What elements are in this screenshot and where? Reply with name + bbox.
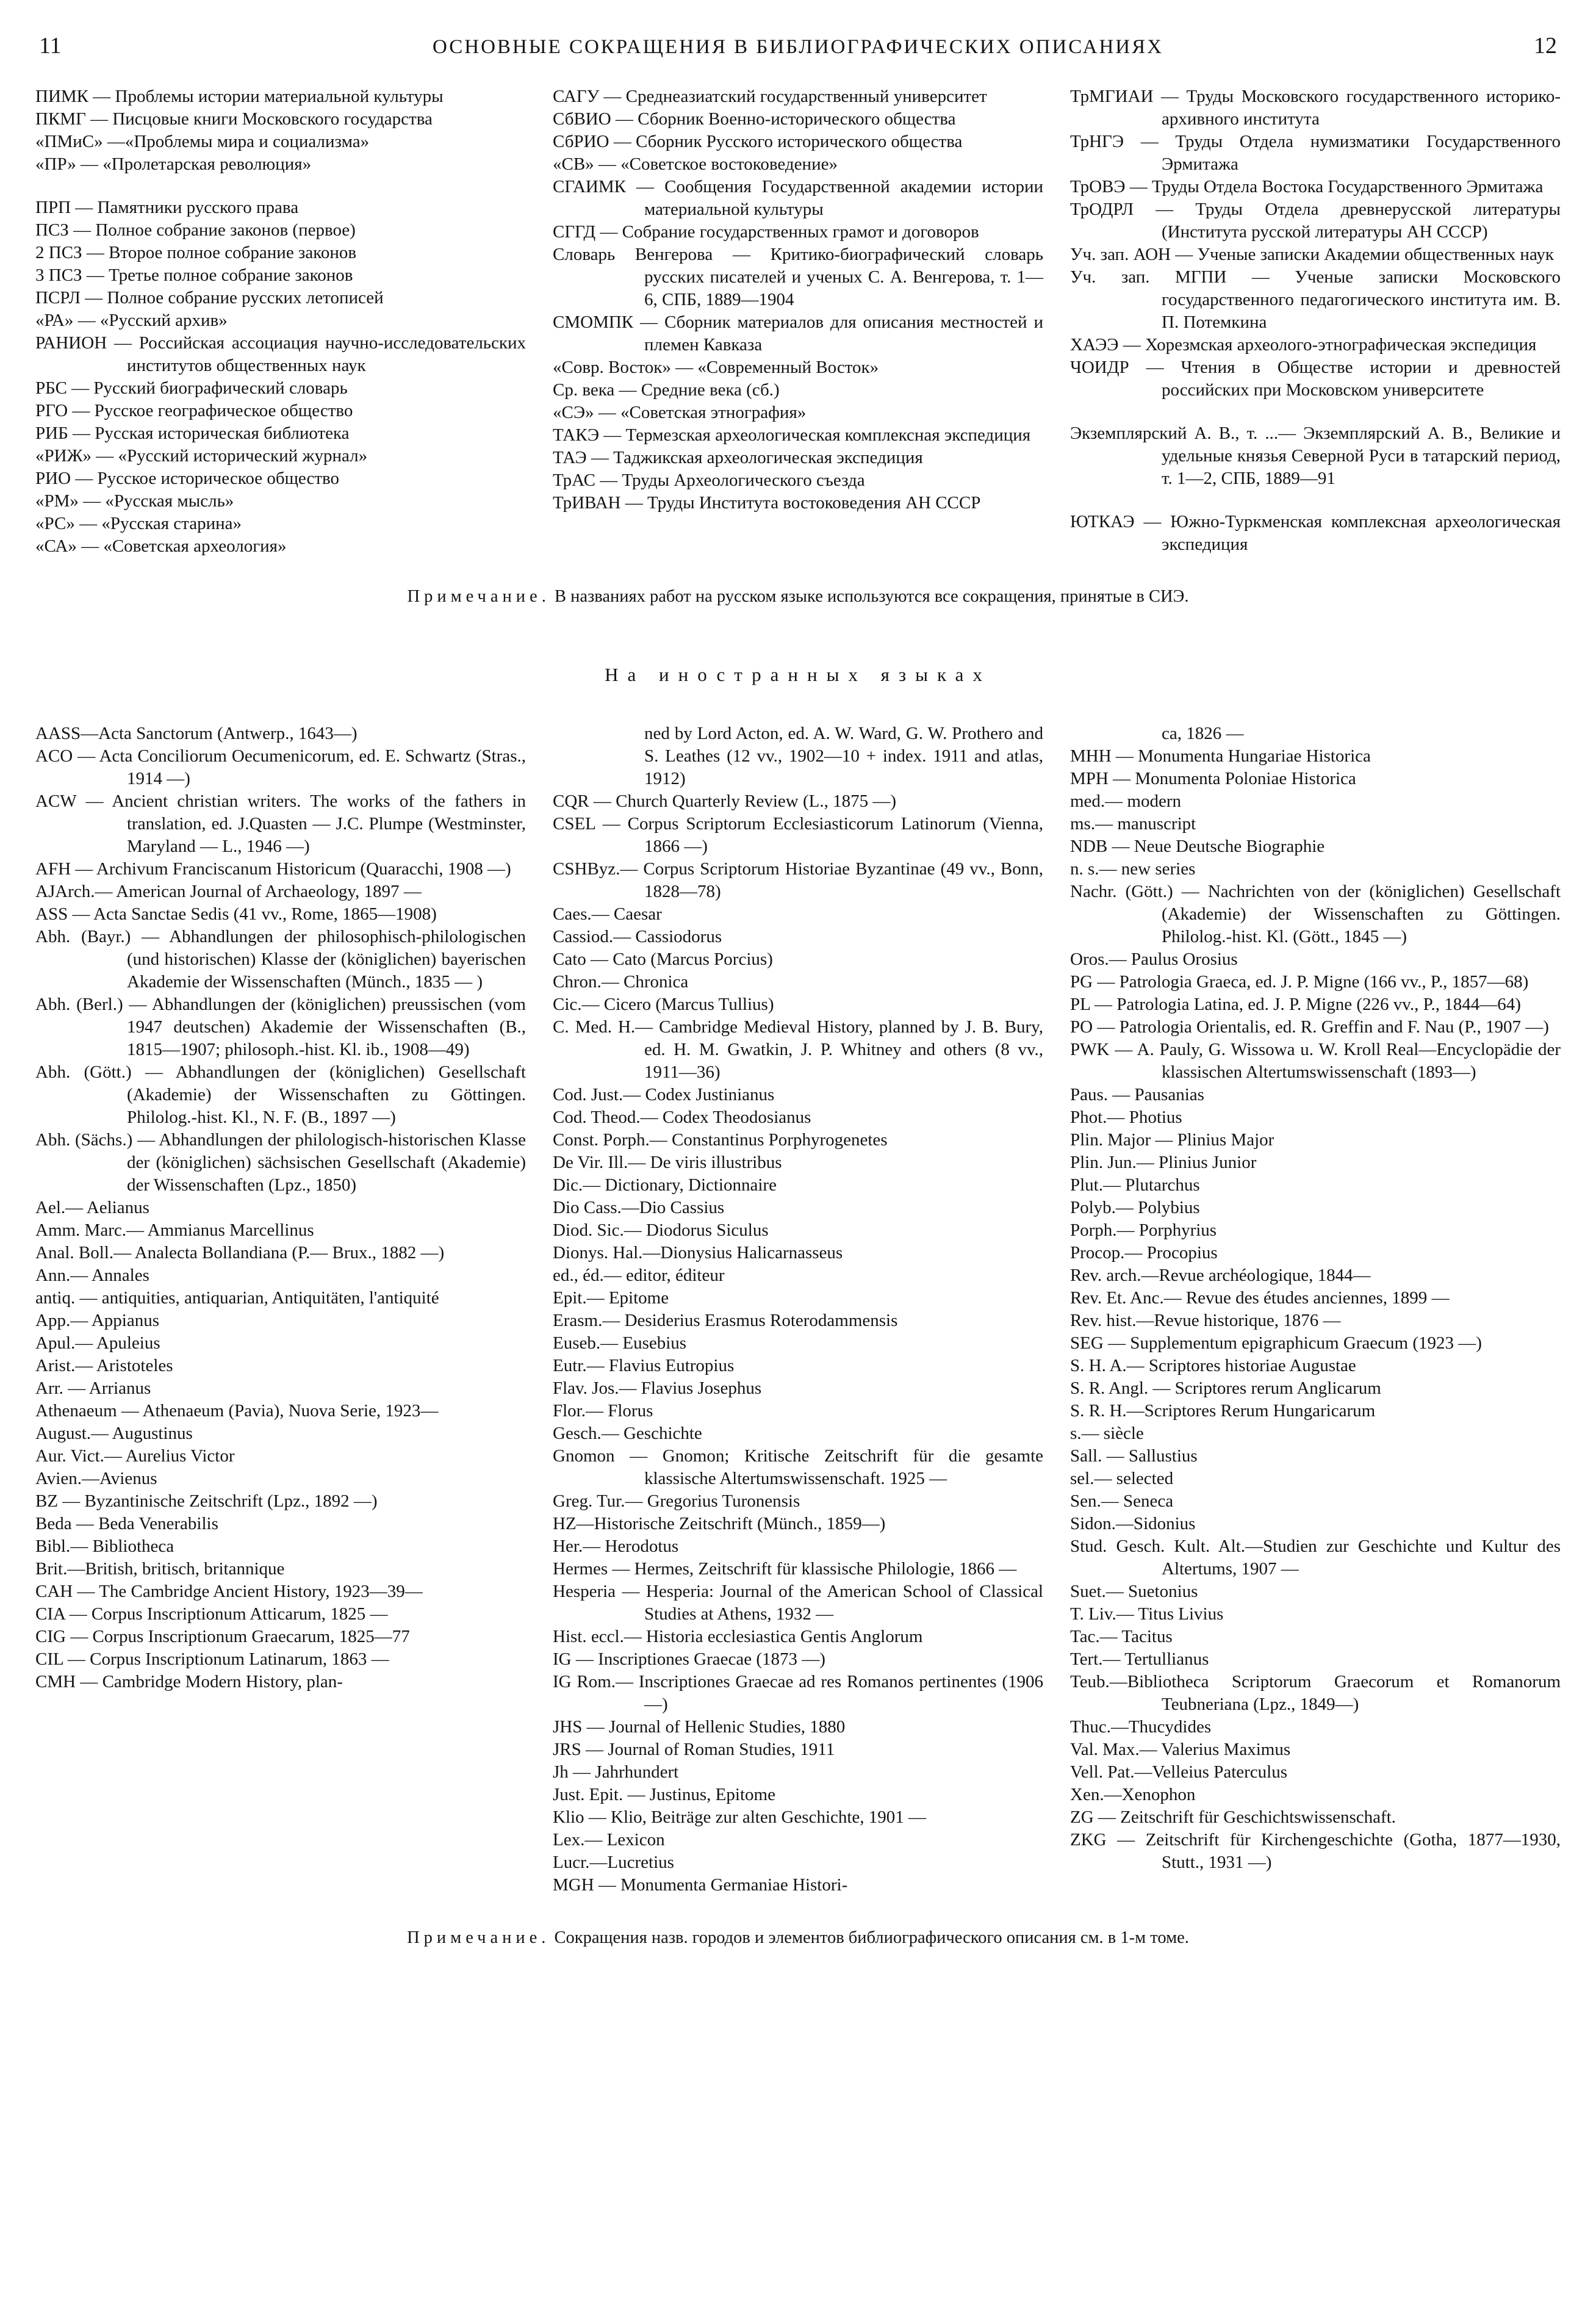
abbreviation-entry: ПИМК — Проблемы истории материальной культуры [35, 87, 444, 106]
abbreviation-entry: Уч. зап. АОН — Ученые записки Академии общественных наук [1070, 245, 1554, 264]
abbreviation-entry: «СВ» — «Советское востоковедение» [553, 154, 838, 174]
abbreviation-entry: MHH — Monumenta Hungariae Historica [1070, 746, 1371, 766]
abbreviation-entry: 3 ПСЗ — Третье полное собрание законов [35, 265, 353, 285]
abbreviation-entry: CQR — Church Quarterly Review (L., 1875 —) [553, 791, 896, 811]
abbreviation-entry: ZKG — Zeitschrift für Kirchengeschichte (Gotha, 1877—1930, Stutt., 1931 —) [1070, 1830, 1561, 1872]
abbreviation-entry: JRS — Journal of Roman Studies, 1911 [553, 1740, 835, 1759]
russian-column-3 [1070, 85, 1561, 558]
abbreviation-entry: MPH — Monumenta Poloniae Historica [1070, 769, 1356, 788]
abbreviation-entry: Уч. зап. МГПИ — Ученые записки Московского государственного педагогического института им. В. П. Потемкина [1070, 267, 1561, 332]
abbreviation-entry: C. Med. H.— Cambridge Medieval History, planned by J. B. Bury, ed. H. M. Gwatkin, J. P. Whitney and others (8 vv., 1911—36) [553, 1017, 1043, 1082]
abbreviation-entry: ПКМГ — Писцовые книги Московского государства [35, 109, 433, 129]
abbreviation-entry: ACO — Acta Conciliorum Oecumenicorum, ed. E. Schwartz (Stras., 1914 —) [35, 746, 526, 788]
abbreviation-entry: ТрАС — Труды Археологического съезда [553, 470, 865, 490]
abbreviation-entry: Abh. (Berl.) — Abhandlungen der (königlichen) preussischen (vom 1947 deutschen) Akademie der Wissenschaften (B., 1815—1907; philosoph.-hist. Kl. ib., 1908—49) [35, 995, 526, 1059]
abbreviation-entry: Caes.— Caesar [553, 904, 662, 924]
abbreviation-entry: CSEL — Corpus Scriptorum Ecclesiasticorum Latinorum (Vienna, 1866 —) [553, 814, 1043, 856]
russian-column-1 [35, 85, 526, 558]
abbreviation-entry: Const. Porph.— Constantinus Porphyrogenetes [553, 1130, 888, 1150]
abbreviation-entry: Porph.— Porphyrius [1070, 1220, 1217, 1240]
abbreviation-entry: CAH — The Cambridge Ancient History, 1923—39— [35, 1582, 423, 1601]
abbreviation-entry: Paus. — Pausanias [1070, 1085, 1204, 1104]
abbreviation-entry: ned by Lord Acton, ed. A. W. Ward, G. W. Prothero and S. Leathes (12 vv., 1902—10 + index. 1911 and atlas, 1912) [644, 724, 1043, 788]
abbreviation-entry: CIL — Corpus Inscriptionum Latinarum, 1863 — [35, 1649, 389, 1669]
abbreviation-entry: Her.— Herodotus [553, 1536, 679, 1556]
abbreviation-entry: Suet.— Suetonius [1070, 1582, 1198, 1601]
abbreviation-entry: Ann.— Annales [35, 1266, 149, 1285]
foreign-column-3 [1070, 722, 1561, 1897]
abbreviation-entry: «ПМиС» —«Проблемы мира и социализма» [35, 132, 370, 151]
foreign-abbreviations-section [35, 722, 1561, 1897]
abbreviation-entry: August.— Augustinus [35, 1424, 193, 1443]
abbreviation-entry: Rev. arch.—Revue archéologique, 1844— [1070, 1266, 1371, 1285]
abbreviation-entry: CSHByz.— Corpus Scriptorum Historiae Byzantinae (49 vv., Bonn, 1828—78) [553, 859, 1043, 901]
abbreviation-entry: S. H. A.— Scriptores historiae Augustae [1070, 1356, 1356, 1375]
abbreviation-entry: РБС — Русский биографический словарь [35, 378, 348, 398]
abbreviation-entry: ТрОДРЛ — Труды Отдела древнерусской литературы (Института русской литературы АН СССР) [1070, 200, 1561, 242]
abbreviation-entry: «СА» — «Советская археология» [35, 536, 287, 556]
abbreviation-entry: СбРИО — Сборник Русского исторического общества [553, 132, 963, 151]
abbreviation-entry: 2 ПСЗ — Второе полное собрание законов [35, 243, 357, 262]
abbreviation-entry: СМОМПК — Сборник материалов для описания местностей и племен Кавказа [553, 312, 1043, 355]
abbreviation-entry: ХАЭЭ — Хорезмская археолого-этнографическая экспедиция [1070, 335, 1537, 355]
abbreviation-entry: SEG — Supplementum epigraphicum Graecum (1923 —) [1070, 1333, 1482, 1353]
abbreviation-entry: Chron.— Chronica [553, 972, 689, 992]
abbreviation-entry: Nachr. (Gött.) — Nachrichten von der (königlichen) Gesellschaft (Akademie) der Wissenschaften zu Göttingen. Philolog.-hist. Kl. (Gött., 1845 —) [1070, 882, 1561, 946]
abbreviation-entry: РАНИОН — Российская ассоциация научно-исследовательских институтов общественных наук [35, 333, 526, 375]
abbreviation-entry: S. R. Angl. — Scriptores rerum Anglicarum [1070, 1378, 1381, 1398]
abbreviation-entry: САГУ — Среднеазиатский государственный университет [553, 87, 987, 106]
abbreviation-entry: Phot.— Photius [1070, 1108, 1182, 1127]
abbreviation-entry: РГО — Русское географическое общество [35, 401, 353, 420]
running-head [35, 34, 1561, 57]
abbreviation-entry: Avien.—Avienus [35, 1469, 157, 1488]
abbreviation-entry: РИБ — Русская историческая библиотека [35, 423, 350, 443]
abbreviation-entry: HZ—Historische Zeitschrift (Münch., 1859—) [553, 1514, 886, 1533]
abbreviation-entry: ТрОВЭ — Труды Отдела Востока Государственного Эрмитажа [1070, 177, 1544, 196]
abbreviation-entry: Hesperia — Hesperia: Journal of the American School of Classical Studies at Athens, 1932 — [553, 1582, 1043, 1624]
abbreviation-entry: PG — Patrologia Graeca, ed. J. P. Migne (166 vv., P., 1857—68) [1070, 972, 1529, 992]
foreign-column-1 [35, 722, 526, 1897]
abbreviation-entry: Apul.— Apuleius [35, 1333, 160, 1353]
abbreviation-entry: «СЭ» — «Советская этнография» [553, 403, 807, 422]
note-text: Сокращения назв. городов и элементов библиографического описания см. в 1-м томе. [554, 1928, 1189, 1947]
abbreviation-entry: Gesch.— Geschichte [553, 1424, 702, 1443]
abbreviation-entry: Oros.— Paulus Orosius [1070, 949, 1238, 969]
abbreviation-entry: Lucr.—Lucretius [553, 1853, 674, 1872]
abbreviation-entry: Dionys. Hal.—Dionysius Halicarnasseus [553, 1243, 843, 1263]
abbreviation-entry: Cato — Cato (Marcus Porcius) [553, 949, 773, 969]
abbreviation-entry: ZG — Zeitschrift für Geschichtswissenschaft. [1070, 1807, 1396, 1827]
abbreviation-entry: Plut.— Plutarchus [1070, 1175, 1200, 1195]
abbreviation-entry: Arist.— Aristoteles [35, 1356, 173, 1375]
abbreviation-entry: App.— Appianus [35, 1311, 159, 1330]
abbreviation-entry: s.— siècle [1070, 1424, 1144, 1443]
abbreviation-entry: Gnomon — Gnomon; Kritische Zeitschrift für die gesamte klassische Altertumswissenschaft. 1925 — [553, 1446, 1043, 1488]
abbreviation-entry: CIG — Corpus Inscriptionum Graecarum, 1825—77 [35, 1627, 410, 1646]
note-lead: Примечание. [407, 587, 550, 606]
russian-section-note [35, 586, 1561, 608]
abbreviation-entry: ca, 1826 — [1162, 724, 1244, 743]
abbreviation-entry: Epit.— Epitome [553, 1288, 669, 1308]
abbreviation-entry: «РМ» — «Русская мысль» [35, 491, 234, 511]
abbreviation-entry: Euseb.— Eusebius [553, 1333, 687, 1353]
abbreviation-entry: Bibl.— Bibliotheca [35, 1536, 174, 1556]
abbreviation-entry: ТрИВАН — Труды Института востоковедения АН СССР [553, 493, 981, 513]
foreign-section-note [35, 1927, 1561, 1949]
abbreviation-entry: IG — Inscriptiones Graecae (1873 —) [553, 1649, 825, 1669]
abbreviation-entry: Stud. Gesch. Kult. Alt.—Studien zur Geschichte und Kultur des Altertums, 1907 — [1070, 1536, 1561, 1579]
abbreviation-entry: Arr. — Arrianus [35, 1378, 151, 1398]
abbreviation-entry: Klio — Klio, Beiträge zur alten Geschichte, 1901 — [553, 1807, 927, 1827]
abbreviation-entry: AFH — Archivum Franciscanum Historicum (Quaracchi, 1908 —) [35, 859, 511, 879]
abbreviation-entry: CIA — Corpus Inscriptionum Atticarum, 1825 — [35, 1604, 388, 1624]
abbreviation-entry: Flav. Jos.— Flavius Josephus [553, 1378, 762, 1398]
abbreviation-entry: Cod. Just.— Codex Justinianus [553, 1085, 775, 1104]
abbreviation-entry: NDB — Neue Deutsche Biographie [1070, 837, 1325, 856]
abbreviation-entry: Sall. — Sallustius [1070, 1446, 1198, 1466]
abbreviation-entry: antiq. — antiquities, antiquarian, Antiquitäten, l'antiquité [35, 1288, 439, 1308]
abbreviation-entry: Just. Epit. — Justinus, Epitome [553, 1785, 775, 1804]
abbreviation-entry: AJArch.— American Journal of Archaeology, 1897 — [35, 882, 422, 901]
abbreviation-entry: «РС» — «Русская старина» [35, 514, 242, 533]
abbreviation-entry: ACW — Ancient christian writers. The works of the fathers in translation, ed. J.Quasten — J.C. Plumpe (Westminster, Maryland — L., 1946 —) [35, 791, 526, 856]
abbreviation-entry: Ср. века — Средние века (сб.) [553, 380, 780, 400]
abbreviation-entry: Ael.— Aelianus [35, 1198, 149, 1217]
abbreviation-entry: ПРП — Памятники русского права [35, 198, 299, 217]
abbreviation-entry: Abh. (Sächs.) — Abhandlungen der philologisch-historischen Klasse der (königlichen) sächsischen Gesellschaft (Akademie) der Wissenschaften (Lpz., 1850) [35, 1130, 526, 1195]
abbreviation-entry: PWK — A. Pauly, G. Wissowa u. W. Kroll Real—Encyclopädie der klassischen Altertumswissenschaft (1893—) [1070, 1040, 1561, 1082]
abbreviation-entry: Abh. (Gött.) — Abhandlungen der (königlichen) Gesellschaft (Akademie) der Wissenschaften zu Göttingen. Philolog.-hist. Kl., N. F. (B., 1897 —) [35, 1062, 526, 1127]
foreign-column-2 [553, 722, 1043, 1897]
abbreviation-entry: Hermes — Hermes, Zeitschrift für klassische Philologie, 1866 — [553, 1559, 1017, 1579]
abbreviation-entry: Erasm.— Desiderius Erasmus Roterodammensis [553, 1311, 898, 1330]
abbreviation-entry: Lex.— Lexicon [553, 1830, 665, 1850]
abbreviation-entry: Cod. Theod.— Codex Theodosianus [553, 1108, 811, 1127]
abbreviation-entry: n. s.— new series [1070, 859, 1196, 879]
abbreviation-entry: Xen.—Xenophon [1070, 1785, 1196, 1804]
abbreviation-entry: ЮТКАЭ — Южно-Туркменская комплексная археологическая экспедиция [1070, 512, 1561, 554]
abbreviation-entry: ASS — Acta Sanctae Sedis (41 vv., Rome, 1865—1908) [35, 904, 437, 924]
abbreviation-entry: Diod. Sic.— Diodorus Siculus [553, 1220, 769, 1240]
abbreviation-entry: BZ — Byzantinische Zeitschrift (Lpz., 1892 —) [35, 1491, 378, 1511]
abbreviation-entry: ТАЭ — Таджикская археологическая экспедиция [553, 448, 923, 467]
abbreviation-entry: Plin. Jun.— Plinius Junior [1070, 1153, 1257, 1172]
abbreviation-entry: ПСРЛ — Полное собрание русских летописей [35, 288, 384, 308]
abbreviation-entry: Val. Max.— Valerius Maximus [1070, 1740, 1291, 1759]
abbreviation-entry: Anal. Boll.— Analecta Bollandiana (P.— Brux., 1882 —) [35, 1243, 445, 1263]
abbreviation-entry: Eutr.— Flavius Eutropius [553, 1356, 735, 1375]
abbreviation-entry: Athenaeum — Athenaeum (Pavia), Nuova Serie, 1923— [35, 1401, 439, 1421]
abbreviation-entry: Cic.— Cicero (Marcus Tullius) [553, 995, 774, 1014]
abbreviation-entry: Экземплярский А. В., т. ...— Экземплярский А. В., Великие и удельные князья Северной Руси в татарский период, т. 1—2, СПБ, 1889—91 [1070, 423, 1561, 488]
abbreviation-entry: Tac.— Tacitus [1070, 1627, 1173, 1646]
abbreviation-entry: MGH — Monumenta Germaniae Histori- [553, 1875, 848, 1895]
abbreviation-entry: Flor.— Florus [553, 1401, 653, 1421]
abbreviation-entry: Beda — Beda Venerabilis [35, 1514, 218, 1533]
abbreviation-entry: Thuc.—Thucydides [1070, 1717, 1212, 1737]
abbreviation-entry: CMH — Cambridge Modern History, plan- [35, 1672, 343, 1691]
page-title: ОСНОВНЫЕ СОКРАЩЕНИЯ В БИБЛИОГРАФИЧЕСКИХ ОПИСАНИЯХ [433, 36, 1163, 58]
abbreviation-entry: PL — Patrologia Latina, ed. J. P. Migne (226 vv., P., 1844—64) [1070, 995, 1521, 1014]
abbreviation-entry: Plin. Major — Plinius Major [1070, 1130, 1274, 1150]
abbreviation-entry: sel.— selected [1070, 1469, 1174, 1488]
abbreviation-entry: Brit.—British, britisch, britannique [35, 1559, 285, 1579]
abbreviation-entry: Sidon.—Sidonius [1070, 1514, 1196, 1533]
note-lead: Примечание. [407, 1928, 550, 1947]
left-page-number: 11 [39, 33, 62, 59]
abbreviation-entry: ПСЗ — Полное собрание законов (первое) [35, 220, 356, 240]
abbreviation-entry: Abh. (Bayr.) — Abhandlungen der philosophisch-philologischen (und historischen) Klasse der (königlichen) bayerischen Akademie der Wissenschaften (Münch., 1835 — ) [35, 927, 526, 992]
abbreviation-entry: Dic.— Dictionary, Dictionnaire [553, 1175, 777, 1195]
russian-abbreviations-section [35, 85, 1561, 558]
abbreviation-entry: PO — Patrologia Orientalis, ed. R. Greffin and F. Nau (P., 1907 —) [1070, 1017, 1549, 1037]
abbreviation-entry: S. R. H.—Scriptores Rerum Hungaricarum [1070, 1401, 1376, 1421]
abbreviation-entry: Vell. Pat.—Velleius Paterculus [1070, 1762, 1288, 1782]
abbreviation-entry: T. Liv.— Titus Livius [1070, 1604, 1224, 1624]
abbreviation-entry: Procop.— Procopius [1070, 1243, 1218, 1263]
abbreviation-entry: Словарь Венгерова — Критико-биографический словарь русских писателей и ученых С. А. Венгерова, т. 1—6, СПБ, 1889—1904 [553, 245, 1043, 309]
abbreviation-entry: «РА» — «Русский архив» [35, 311, 228, 330]
foreign-languages-heading: На иностранных языках [605, 664, 991, 685]
abbreviation-entry: Rev. Et. Anc.— Revue des études anciennes, 1899 — [1070, 1288, 1450, 1308]
abbreviation-entry: Sen.— Seneca [1070, 1491, 1174, 1511]
abbreviation-entry: ТАКЭ — Термезская археологическая комплексная экспедиция [553, 425, 1031, 445]
abbreviation-entry: СГАИМК — Сообщения Государственной академии истории материальной культуры [553, 177, 1043, 219]
abbreviation-entry: СбВИО — Сборник Военно-исторического общества [553, 109, 956, 129]
abbreviation-entry: Amm. Marc.— Ammianus Marcellinus [35, 1220, 314, 1240]
abbreviation-entry: JHS — Journal of Hellenic Studies, 1880 [553, 1717, 846, 1737]
abbreviation-entry: Jh — Jahrhundert [553, 1762, 679, 1782]
abbreviation-entry: Teub.—Bibliotheca Scriptorum Graecorum et Romanorum Teubneriana (Lpz., 1849—) [1070, 1672, 1561, 1714]
abbreviation-entry: ТрНГЭ — Труды Отдела нумизматики Государственного Эрмитажа [1070, 132, 1561, 174]
abbreviation-entry: Aur. Vict.— Aurelius Victor [35, 1446, 235, 1466]
abbreviation-entry: Hist. eccl.— Historia ecclesiastica Gentis Anglorum [553, 1627, 923, 1646]
abbreviation-entry: Polyb.— Polybius [1070, 1198, 1200, 1217]
abbreviation-entry: Greg. Tur.— Gregorius Turonensis [553, 1491, 800, 1511]
right-page-number: 12 [1534, 33, 1557, 59]
abbreviation-entry: СГГД — Собрание государственных грамот и договоров [553, 222, 979, 242]
abbreviation-entry: IG Rom.— Inscriptiones Graecae ad res Romanos pertinentes (1906 —) [553, 1672, 1043, 1714]
abbreviation-entry: ЧОИДР — Чтения в Обществе истории и древностей российских при Московском университете [1070, 358, 1561, 400]
abbreviation-entry: AASS—Acta Sanctorum (Antwerp., 1643—) [35, 724, 358, 743]
abbreviation-entry: De Vir. Ill.— De viris illustribus [553, 1153, 782, 1172]
abbreviation-entry: ms.— manuscript [1070, 814, 1196, 834]
abbreviation-entry: Tert.— Tertullianus [1070, 1649, 1209, 1669]
abbreviation-entry: «ПР» — «Пролетарская революция» [35, 154, 312, 174]
russian-column-2 [553, 85, 1043, 558]
abbreviation-entry: Cassiod.— Cassiodorus [553, 927, 722, 946]
abbreviation-entry: med.— modern [1070, 791, 1182, 811]
abbreviation-entry: Rev. hist.—Revue historique, 1876 — [1070, 1311, 1341, 1330]
note-text: В названиях работ на русском языке используются все сокращения, принятые в СИЭ. [554, 587, 1189, 606]
abbreviation-entry: Dio Cass.—Dio Cassius [553, 1198, 725, 1217]
abbreviation-entry: «Совр. Восток» — «Современный Восток» [553, 358, 879, 377]
abbreviation-entry: «РИЖ» — «Русский исторический журнал» [35, 446, 368, 466]
abbreviation-entry: ТрМГИАИ — Труды Московского государственного историко-архивного института [1070, 87, 1561, 129]
abbreviation-entry: РИО — Русское историческое общество [35, 469, 340, 488]
abbreviation-entry: ed., éd.— editor, éditeur [553, 1266, 725, 1285]
